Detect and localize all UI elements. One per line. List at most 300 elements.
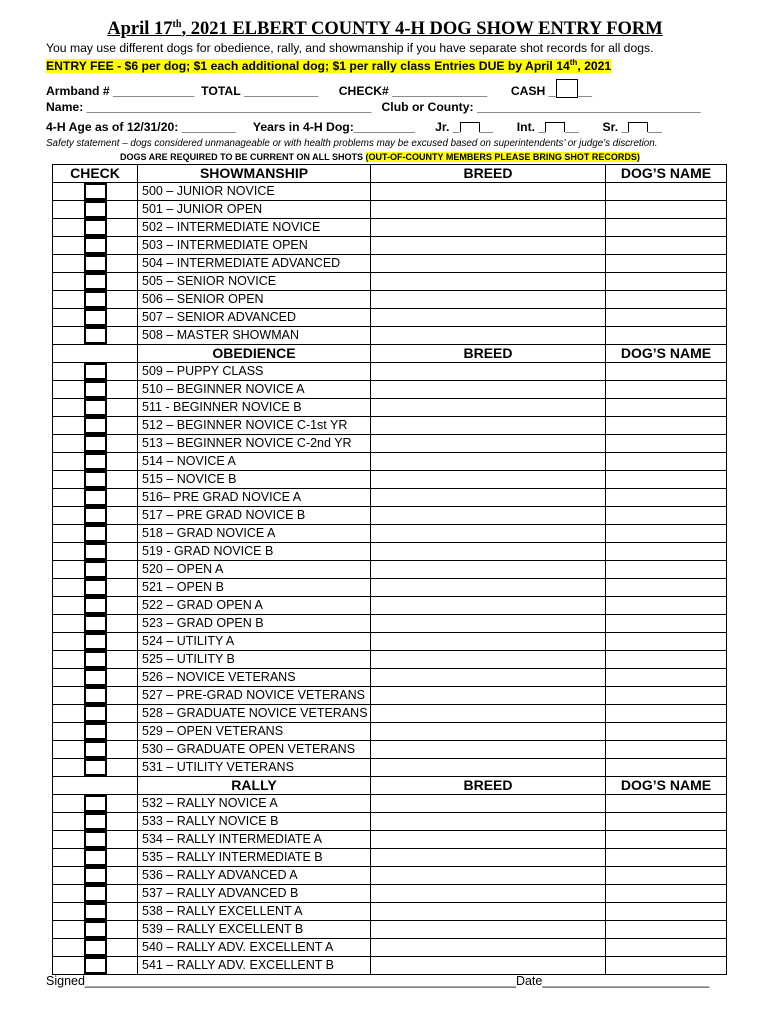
breed-cell[interactable] — [371, 435, 606, 453]
dog-name-cell[interactable] — [606, 327, 727, 345]
breed-cell[interactable] — [371, 687, 606, 705]
breed-cell[interactable] — [371, 957, 606, 975]
check-cell — [53, 651, 138, 669]
class-checkbox[interactable] — [84, 633, 107, 650]
class-row — [53, 597, 727, 615]
class-label: 540 – RALLY ADV. EXCELLENT A — [138, 939, 371, 957]
class-label: 530 – GRADUATE OPEN VETERANS — [138, 741, 371, 759]
breed-cell[interactable] — [371, 507, 606, 525]
class-checkbox[interactable] — [84, 939, 107, 956]
class-row — [53, 957, 727, 975]
breed-cell[interactable] — [371, 237, 606, 255]
class-checkbox[interactable] — [84, 849, 107, 866]
class-row — [53, 741, 727, 759]
class-label: 513 – BEGINNER NOVICE C-2nd YR — [138, 435, 371, 453]
class-checkbox[interactable] — [84, 579, 107, 596]
class-checkbox[interactable] — [84, 615, 107, 632]
dog-name-cell[interactable] — [606, 615, 727, 633]
class-checkbox[interactable] — [84, 255, 107, 272]
jr-checkbox[interactable] — [460, 122, 480, 132]
dog-name-column-header: DOG’S NAME — [606, 345, 727, 363]
class-checkbox[interactable] — [84, 309, 107, 326]
dog-name-cell[interactable] — [606, 597, 727, 615]
class-row — [53, 633, 727, 651]
breed-cell[interactable] — [371, 363, 606, 381]
dog-name-column-header: DOG’S NAME — [606, 777, 727, 795]
class-label: 528 – GRADUATE NOVICE VETERANS — [138, 705, 371, 723]
class-label: 527 – PRE-GRAD NOVICE VETERANS — [138, 687, 371, 705]
class-checkbox[interactable] — [84, 813, 107, 830]
check-cell — [53, 237, 138, 255]
dog-name-cell[interactable] — [606, 669, 727, 687]
dog-name-cell[interactable] — [606, 399, 727, 417]
entry-table — [52, 164, 727, 975]
check-cell — [53, 849, 138, 867]
class-label: 500 – JUNIOR NOVICE — [138, 183, 371, 201]
class-label: 510 – BEGINNER NOVICE A — [138, 381, 371, 399]
class-label: 504 – INTERMEDIATE ADVANCED — [138, 255, 371, 273]
check-cell — [53, 903, 138, 921]
class-row — [53, 867, 727, 885]
check-cell — [53, 435, 138, 453]
class-checkbox[interactable] — [84, 597, 107, 614]
class-checkbox[interactable] — [84, 687, 107, 704]
dog-name-cell[interactable] — [606, 489, 727, 507]
breed-column-header: BREED — [371, 777, 606, 795]
class-row — [53, 705, 727, 723]
sr-underline: __ — [648, 120, 662, 134]
armband-line — [46, 79, 592, 98]
class-label: 517 – PRE GRAD NOVICE B — [138, 507, 371, 525]
dog-name-cell[interactable] — [606, 759, 727, 777]
class-row — [53, 237, 727, 255]
class-checkbox[interactable] — [84, 201, 107, 218]
class-row — [53, 435, 727, 453]
dog-name-cell[interactable] — [606, 795, 727, 813]
class-label: 522 – GRAD OPEN A — [138, 597, 371, 615]
class-row — [53, 579, 727, 597]
check-cell — [53, 219, 138, 237]
class-checkbox[interactable] — [84, 705, 107, 722]
class-checkbox[interactable] — [84, 291, 107, 308]
check-cell — [53, 561, 138, 579]
check-cell — [53, 687, 138, 705]
class-label: 525 – UTILITY B — [138, 651, 371, 669]
dog-name-cell[interactable] — [606, 633, 727, 651]
class-label: 524 – UTILITY A — [138, 633, 371, 651]
dog-name-cell[interactable] — [606, 525, 727, 543]
check-cell — [53, 291, 138, 309]
sr-label: Sr. _ — [602, 120, 629, 134]
class-label: 509 – PUPPY CLASS — [138, 363, 371, 381]
age-field[interactable]: 4-H Age as of 12/31/20: ________ — [46, 120, 236, 134]
class-row — [53, 831, 727, 849]
dog-name-cell[interactable] — [606, 219, 727, 237]
class-row — [53, 453, 727, 471]
breed-cell[interactable] — [371, 903, 606, 921]
class-label: 534 – RALLY INTERMEDIATE A — [138, 831, 371, 849]
class-label: 511 - BEGINNER NOVICE B — [138, 399, 371, 417]
class-row — [53, 399, 727, 417]
check-cell — [53, 543, 138, 561]
class-label: 535 – RALLY INTERMEDIATE B — [138, 849, 371, 867]
shots-notice — [120, 152, 640, 162]
check-cell — [53, 723, 138, 741]
class-checkbox[interactable] — [84, 417, 107, 434]
check-column-header — [53, 345, 138, 363]
class-label: 502 – INTERMEDIATE NOVICE — [138, 219, 371, 237]
breed-cell[interactable] — [371, 615, 606, 633]
dog-name-cell[interactable] — [606, 957, 727, 975]
breed-cell[interactable] — [371, 453, 606, 471]
check-cell — [53, 273, 138, 291]
form-title — [0, 19, 770, 40]
dog-name-cell[interactable] — [606, 561, 727, 579]
dog-name-cell[interactable] — [606, 309, 727, 327]
cash-checkbox[interactable] — [556, 79, 578, 98]
class-checkbox[interactable] — [84, 381, 107, 398]
dog-name-cell[interactable] — [606, 651, 727, 669]
dog-name-cell[interactable] — [606, 183, 727, 201]
breed-cell[interactable] — [371, 849, 606, 867]
class-row — [53, 327, 727, 345]
class-row — [53, 201, 727, 219]
cash-underline: __ — [578, 84, 593, 98]
check-cell — [53, 669, 138, 687]
dog-name-cell[interactable] — [606, 471, 727, 489]
breed-cell[interactable] — [371, 183, 606, 201]
check-cell — [53, 201, 138, 219]
class-row — [53, 417, 727, 435]
class-label: 518 – GRAD NOVICE A — [138, 525, 371, 543]
class-row — [53, 543, 727, 561]
dog-name-cell[interactable] — [606, 885, 727, 903]
check-cell — [53, 363, 138, 381]
class-row — [53, 903, 727, 921]
section-header-row — [53, 777, 727, 795]
class-checkbox[interactable] — [84, 471, 107, 488]
breed-cell[interactable] — [371, 705, 606, 723]
cash-label: CASH _ — [510, 84, 556, 98]
class-label: 503 – INTERMEDIATE OPEN — [138, 237, 371, 255]
class-label: 536 – RALLY ADVANCED A — [138, 867, 371, 885]
class-row — [53, 723, 727, 741]
check-cell — [53, 705, 138, 723]
class-label: 505 – SENIOR NOVICE — [138, 273, 371, 291]
dog-name-cell[interactable] — [606, 237, 727, 255]
signature-line — [46, 974, 709, 988]
breed-cell[interactable] — [371, 561, 606, 579]
shots-notice-highlight: (OUT-OF-COUNTY MEMBERS PLEASE BRING SHOT RECORDS) — [365, 152, 640, 162]
section-header-row — [53, 345, 727, 363]
class-checkbox[interactable] — [84, 741, 107, 758]
class-row — [53, 273, 727, 291]
dog-name-cell[interactable] — [606, 453, 727, 471]
title-date: April 17 — [107, 19, 173, 40]
title-date-suffix: th — [172, 19, 182, 30]
breed-cell[interactable] — [371, 327, 606, 345]
dog-name-cell[interactable] — [606, 381, 727, 399]
class-row — [53, 669, 727, 687]
check-cell — [53, 525, 138, 543]
class-checkbox[interactable] — [84, 831, 107, 848]
class-label: 533 – RALLY NOVICE B — [138, 813, 371, 831]
class-row — [53, 813, 727, 831]
check-cell — [53, 939, 138, 957]
breed-cell[interactable] — [371, 381, 606, 399]
armband-field[interactable]: Armband # ____________ — [46, 84, 195, 98]
breed-cell[interactable] — [371, 417, 606, 435]
dog-name-cell[interactable] — [606, 255, 727, 273]
check-column-header — [53, 777, 138, 795]
dog-name-cell[interactable] — [606, 813, 727, 831]
class-row — [53, 525, 727, 543]
breed-cell[interactable] — [371, 201, 606, 219]
class-label: 531 – UTILITY VETERANS — [138, 759, 371, 777]
dog-name-cell[interactable] — [606, 903, 727, 921]
class-checkbox[interactable] — [84, 507, 107, 524]
check-cell — [53, 489, 138, 507]
class-label: 519 - GRAD NOVICE B — [138, 543, 371, 561]
check-cell — [53, 957, 138, 975]
class-label: 526 – NOVICE VETERANS — [138, 669, 371, 687]
date-field[interactable]: Date________________________ — [515, 974, 710, 988]
breed-cell[interactable] — [371, 759, 606, 777]
class-checkbox[interactable] — [84, 543, 107, 560]
breed-cell[interactable] — [371, 651, 606, 669]
breed-cell[interactable] — [371, 741, 606, 759]
class-checkbox[interactable] — [84, 885, 107, 902]
check-cell — [53, 921, 138, 939]
dog-name-cell[interactable] — [606, 507, 727, 525]
class-label: 508 – MASTER SHOWMAN — [138, 327, 371, 345]
class-row — [53, 921, 727, 939]
class-label: 506 – SENIOR OPEN — [138, 291, 371, 309]
check-cell — [53, 471, 138, 489]
class-row — [53, 561, 727, 579]
breed-cell[interactable] — [371, 471, 606, 489]
class-row — [53, 507, 727, 525]
class-checkbox[interactable] — [84, 363, 107, 380]
dog-name-cell[interactable] — [606, 849, 727, 867]
section-header-row — [53, 165, 727, 183]
class-checkbox[interactable] — [84, 435, 107, 452]
breed-column-header: BREED — [371, 345, 606, 363]
class-checkbox[interactable] — [84, 957, 107, 974]
breed-cell[interactable] — [371, 867, 606, 885]
class-checkbox[interactable] — [84, 183, 107, 200]
class-row — [53, 651, 727, 669]
check-cell — [53, 309, 138, 327]
breed-cell[interactable] — [371, 885, 606, 903]
dog-name-cell[interactable] — [606, 723, 727, 741]
breed-cell[interactable] — [371, 273, 606, 291]
dog-name-cell[interactable] — [606, 273, 727, 291]
section-heading: SHOWMANSHIP — [138, 165, 371, 183]
check-cell — [53, 417, 138, 435]
class-checkbox[interactable] — [84, 759, 107, 776]
breed-cell[interactable] — [371, 489, 606, 507]
check-cell — [53, 633, 138, 651]
years-field[interactable]: Years in 4-H Dog:_________ — [252, 120, 415, 134]
dog-name-cell[interactable] — [606, 867, 727, 885]
class-checkbox[interactable] — [84, 723, 107, 740]
class-row — [53, 939, 727, 957]
check-column-header: CHECK — [53, 165, 138, 183]
check-cell — [53, 507, 138, 525]
jr-label: Jr. _ — [435, 120, 460, 134]
class-label: 529 – OPEN VETERANS — [138, 723, 371, 741]
class-row — [53, 219, 727, 237]
class-label: 538 – RALLY EXCELLENT A — [138, 903, 371, 921]
title-text: , 2021 ELBERT COUNTY 4-H DOG SHOW ENTRY FORM — [181, 19, 663, 40]
class-row — [53, 615, 727, 633]
check-cell — [53, 867, 138, 885]
check-cell — [53, 759, 138, 777]
breed-cell[interactable] — [371, 921, 606, 939]
breed-cell[interactable] — [371, 723, 606, 741]
breed-cell[interactable] — [371, 399, 606, 417]
name-field[interactable]: Name: __________________________________________ — [46, 100, 372, 114]
class-label: 501 – JUNIOR OPEN — [138, 201, 371, 219]
class-row — [53, 885, 727, 903]
class-label: 514 – NOVICE A — [138, 453, 371, 471]
dog-name-cell[interactable] — [606, 705, 727, 723]
class-checkbox[interactable] — [84, 525, 107, 542]
breed-cell[interactable] — [371, 669, 606, 687]
section-heading: OBEDIENCE — [138, 345, 371, 363]
breed-cell[interactable] — [371, 831, 606, 849]
check-cell — [53, 795, 138, 813]
dog-name-cell[interactable] — [606, 579, 727, 597]
dog-name-cell[interactable] — [606, 435, 727, 453]
class-checkbox[interactable] — [84, 921, 107, 938]
breed-cell[interactable] — [371, 219, 606, 237]
class-row — [53, 255, 727, 273]
int-label: Int. _ — [516, 120, 546, 134]
intro-text: You may use different dogs for obedience, rally, and showmanship if you have separate shot records for all dogs. — [46, 41, 654, 55]
dog-name-cell[interactable] — [606, 921, 727, 939]
class-label: 532 – RALLY NOVICE A — [138, 795, 371, 813]
class-label: 537 – RALLY ADVANCED B — [138, 885, 371, 903]
name-line — [46, 100, 701, 114]
total-field[interactable]: TOTAL ___________ — [201, 84, 319, 98]
check-cell — [53, 597, 138, 615]
class-row — [53, 489, 727, 507]
class-checkbox[interactable] — [84, 327, 107, 344]
breed-cell[interactable] — [371, 795, 606, 813]
safety-statement: Safety statement – dogs considered unmanageable or with health problems may be excused based on superintendents’ or judge’s discretion. — [46, 138, 658, 149]
entry-fee-sup: th — [569, 58, 578, 67]
class-row — [53, 471, 727, 489]
breed-cell[interactable] — [371, 291, 606, 309]
check-cell — [53, 399, 138, 417]
check-cell — [53, 183, 138, 201]
class-label: 523 – GRAD OPEN B — [138, 615, 371, 633]
class-checkbox[interactable] — [84, 795, 107, 812]
dog-name-cell[interactable] — [606, 363, 727, 381]
dog-name-cell[interactable] — [606, 417, 727, 435]
class-checkbox[interactable] — [84, 561, 107, 578]
check-number-field[interactable]: CHECK# ______________ — [338, 84, 488, 98]
breed-cell[interactable] — [371, 813, 606, 831]
class-row — [53, 363, 727, 381]
signed-field[interactable]: Signed______________________________________________________________ — [46, 974, 516, 988]
class-checkbox[interactable] — [84, 399, 107, 416]
check-cell — [53, 615, 138, 633]
jr-underline: __ — [479, 120, 494, 134]
entry-fee-line — [46, 58, 611, 73]
check-cell — [53, 327, 138, 345]
class-checkbox[interactable] — [84, 219, 107, 236]
breed-cell[interactable] — [371, 309, 606, 327]
breed-cell[interactable] — [371, 543, 606, 561]
entry-fee-text: ENTRY FEE - $6 per dog; $1 each additional dog; $1 per rally class Entries DUE by April 14 — [46, 59, 570, 74]
sr-checkbox[interactable] — [628, 122, 648, 132]
class-row — [53, 759, 727, 777]
entry-fee-tail: , 2021 — [577, 59, 612, 74]
breed-cell[interactable] — [371, 525, 606, 543]
class-label: 516– PRE GRAD NOVICE A — [138, 489, 371, 507]
class-row — [53, 291, 727, 309]
dog-name-column-header: DOG’S NAME — [606, 165, 727, 183]
class-row — [53, 795, 727, 813]
dog-name-cell[interactable] — [606, 687, 727, 705]
dog-name-cell[interactable] — [606, 741, 727, 759]
class-row — [53, 849, 727, 867]
club-county-field[interactable]: Club or County: _________________________________ — [381, 100, 701, 114]
dog-name-cell[interactable] — [606, 201, 727, 219]
breed-cell[interactable] — [371, 597, 606, 615]
class-checkbox[interactable] — [84, 453, 107, 470]
check-cell — [53, 885, 138, 903]
check-cell — [53, 579, 138, 597]
dog-name-cell[interactable] — [606, 291, 727, 309]
class-label: 515 – NOVICE B — [138, 471, 371, 489]
dog-name-cell[interactable] — [606, 939, 727, 957]
dog-name-cell[interactable] — [606, 831, 727, 849]
breed-column-header: BREED — [371, 165, 606, 183]
class-label: 521 – OPEN B — [138, 579, 371, 597]
breed-cell[interactable] — [371, 255, 606, 273]
class-label: 541 – RALLY ADV. EXCELLENT B — [138, 957, 371, 975]
breed-cell[interactable] — [371, 633, 606, 651]
class-checkbox[interactable] — [84, 669, 107, 686]
age-line — [46, 120, 662, 134]
class-checkbox[interactable] — [84, 903, 107, 920]
int-underline: __ — [565, 120, 579, 134]
class-row — [53, 183, 727, 201]
class-checkbox[interactable] — [84, 237, 107, 254]
check-cell — [53, 255, 138, 273]
int-checkbox[interactable] — [545, 122, 565, 132]
class-row — [53, 381, 727, 399]
class-checkbox[interactable] — [84, 651, 107, 668]
check-cell — [53, 831, 138, 849]
check-cell — [53, 381, 138, 399]
shots-notice-text: DOGS ARE REQUIRED TO BE CURRENT ON ALL SHOTS — [120, 152, 366, 162]
class-label: 539 – RALLY EXCELLENT B — [138, 921, 371, 939]
check-cell — [53, 813, 138, 831]
breed-cell[interactable] — [371, 579, 606, 597]
section-heading: RALLY — [138, 777, 371, 795]
class-checkbox[interactable] — [84, 273, 107, 290]
breed-cell[interactable] — [371, 939, 606, 957]
check-cell — [53, 453, 138, 471]
dog-name-cell[interactable] — [606, 543, 727, 561]
class-checkbox[interactable] — [84, 489, 107, 506]
class-checkbox[interactable] — [84, 867, 107, 884]
